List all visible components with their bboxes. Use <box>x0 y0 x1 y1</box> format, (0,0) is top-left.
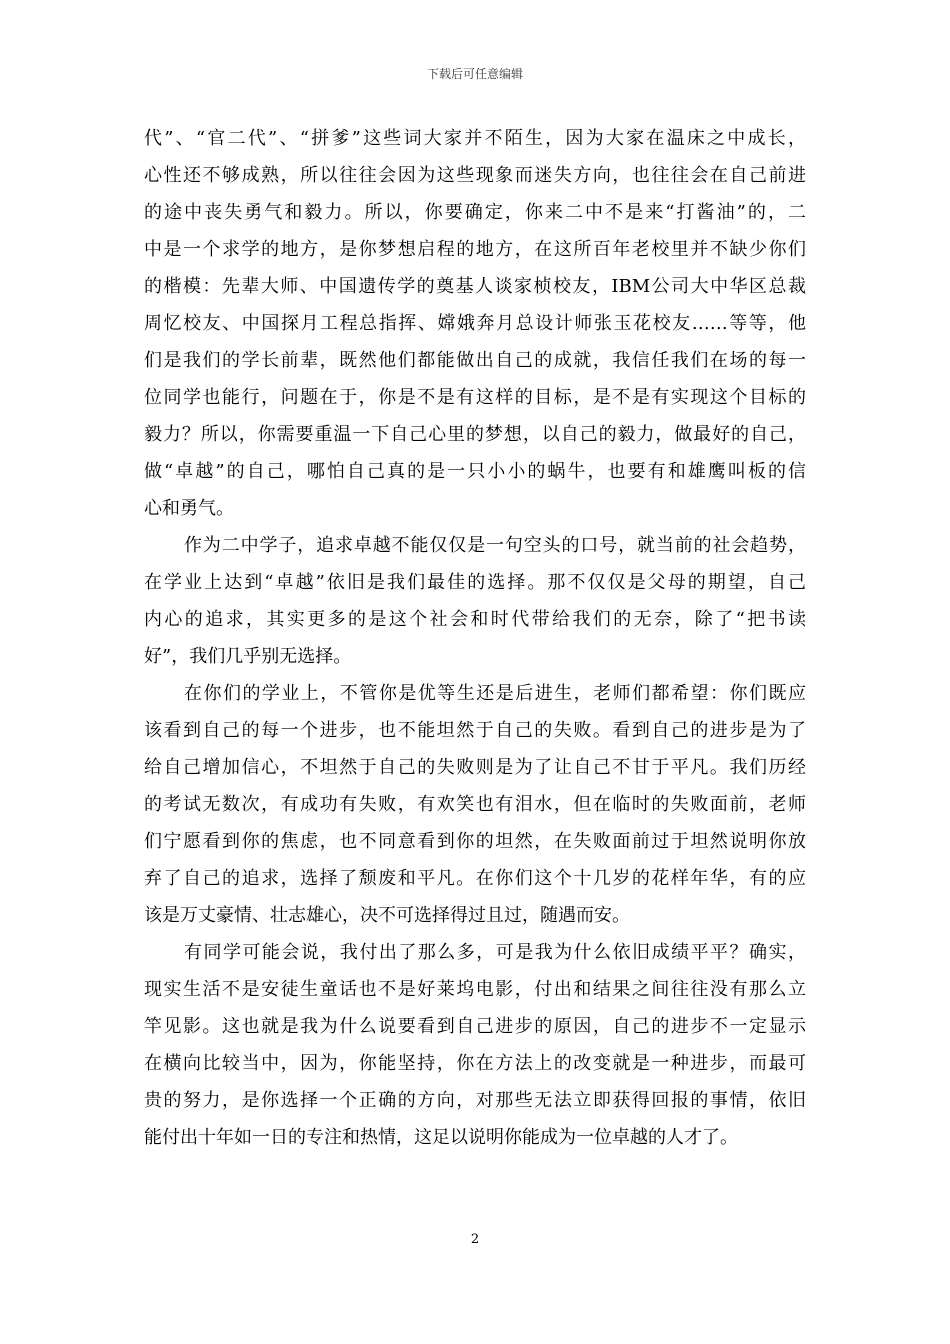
text-line: 弃了自己的追求，选择了颓废和平凡。在你们这个十几岁的花样年华，有的应 <box>144 868 806 889</box>
paragraph <box>144 527 806 675</box>
text-line: 贵的努力，是你选择一个正确的方向，对那些无法立即获得回报的事情，依旧 <box>144 1090 806 1111</box>
paragraph <box>144 675 806 934</box>
text-line: 的考试无数次，有成功有失败，有欢笑也有泪水，但在临时的失败面前，老师 <box>144 794 806 815</box>
text-line: 心性还不够成熟，所以往往会因为这些现象而迷失方向，也往往会在自己前进 <box>144 165 806 186</box>
text-line: 该是万丈豪情、壮志雄心，决不可选择得过且过，随遇而安。 <box>144 905 630 926</box>
text-line: 的途中丧失勇气和毅力。所以，你要确定，你来二中不是来“打酱油”的，二 <box>144 202 806 223</box>
body-text <box>144 120 806 1156</box>
text-line: 现实生活不是安徒生童话也不是好莱坞电影，付出和结果之间往往没有那么立 <box>144 979 806 1000</box>
text-line: 能付出十年如一日的专注和热情，这足以说明你能成为一位卓越的人才了。 <box>144 1127 738 1148</box>
text-line: 们是我们的学长前辈，既然他们都能做出自己的成就，我信任我们在场的每一 <box>144 350 806 371</box>
text-line: 在学业上达到“卓越”依旧是我们最佳的选择。那不仅仅是父母的期望，自己 <box>144 572 806 593</box>
text-line: 作为二中学子，追求卓越不能仅仅是一句空头的口号，就当前的社会趋势， <box>184 535 806 556</box>
text-line: 的楷模：先辈大师、中国遗传学的奠基人谈家桢校友，IBM公司大中华区总裁 <box>144 276 806 297</box>
text-line: 有同学可能会说，我付出了那么多，可是我为什么依旧成绩平平？确实， <box>184 942 806 963</box>
paragraph <box>144 120 806 527</box>
text-line: 心和勇气。 <box>144 498 234 519</box>
text-line: 该看到自己的每一个进步，也不能坦然于自己的失败。看到自己的进步是为了 <box>144 720 806 741</box>
page-number: 2 <box>470 1232 480 1247</box>
text-line: 给自己增加信心，不坦然于自己的失败则是为了让自己不甘于平凡。我们历经 <box>144 757 806 778</box>
text-line: 做“卓越”的自己，哪怕自己真的是一只小小的蜗牛，也要有和雄鹰叫板的信 <box>144 461 806 482</box>
text-line: 竿见影。这也就是我为什么说要看到自己进步的原因，自己的进步不一定显示 <box>144 1016 806 1037</box>
text-line: 毅力？所以，你需要重温一下自己心里的梦想，以自己的毅力，做最好的自己， <box>144 424 806 445</box>
text-line: 周忆校友、中国探月工程总指挥、嫦娥奔月总设计师张玉花校友……等等，他 <box>144 313 806 334</box>
text-line: 内心的追求，其实更多的是这个社会和时代带给我们的无奈，除了“把书读 <box>144 609 806 630</box>
text-line: 代”、“官二代”、“拼爹”这些词大家并不陌生，因为大家在温床之中成长， <box>144 128 806 149</box>
paragraph <box>144 934 806 1156</box>
text-line: 在你们的学业上，不管你是优等生还是后进生，老师们都希望：你们既应 <box>184 683 806 704</box>
text-line: 在横向比较当中，因为，你能坚持，你在方法上的改变就是一种进步，而最可 <box>144 1053 806 1074</box>
text-line: 好”，我们几乎别无选择。 <box>144 646 352 667</box>
page-header: 下载后可任意编辑 <box>426 67 523 81</box>
text-line: 位同学也能行，问题在于，你是不是有这样的目标，是不是有实现这个目标的 <box>144 387 806 408</box>
text-line: 们宁愿看到你的焦虑，也不同意看到你的坦然，在失败面前过于坦然说明你放 <box>144 831 806 852</box>
text-line: 中是一个求学的地方，是你梦想启程的地方，在这所百年老校里并不缺少你们 <box>144 239 806 260</box>
